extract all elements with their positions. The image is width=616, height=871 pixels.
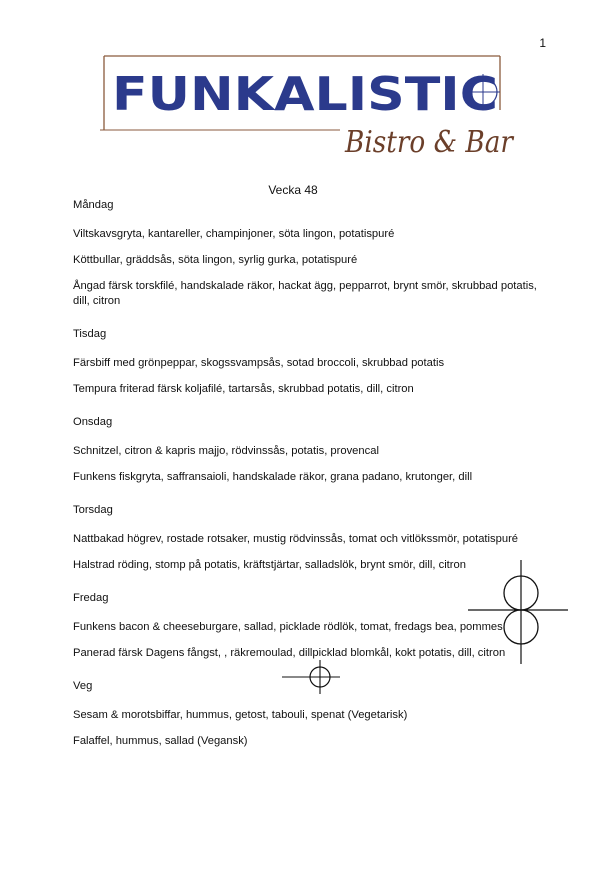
logo-name: FUNKALISTIC	[112, 67, 498, 121]
week-label: Vecka 48	[268, 183, 318, 197]
dish-item: Tempura friterad färsk koljafilé, tartarsås, skrubbad potatis, dill, citron	[73, 383, 414, 395]
dish-item: Färsbiff med grönpeppar, skogssvampsås, sotad broccoli, skrubbad potatis	[73, 357, 445, 369]
dish-item: Falaffel, hummus, sallad (Vegansk)	[73, 735, 248, 747]
dish-item: Köttbullar, gräddsås, söta lingon, syrlig gurka, potatispuré	[73, 254, 358, 266]
day-name: Måndag	[73, 199, 114, 211]
dish-item: Funkens fiskgryta, saffransaioli, handskalade räkor, grana padano, krutonger, dill	[73, 471, 473, 483]
logo-tagline: Bistro & Bar	[344, 125, 515, 160]
day-name: Fredag	[73, 592, 109, 604]
dish-item: Nattbakad högrev, rostade rotsaker, mustig rödvinssås, tomat och vitlökssmör, potatispuré	[73, 533, 519, 545]
dish-item: Sesam & morotsbiffar, hummus, getost, tabouli, spenat (Vegetarisk)	[73, 709, 408, 721]
day-name: Veg	[73, 680, 93, 692]
day-name: Tisdag	[73, 328, 107, 340]
restaurant-logo	[100, 52, 520, 167]
dish-item: Panerad färsk Dagens fångst, , räkremoulad, dillpicklad blomkål, kokt potatis, dill, citron	[73, 647, 506, 659]
dish-item: Schnitzel, citron & kapris majjo, rödvinssås, potatis, provencal	[73, 445, 379, 457]
dish-item: Funkens bacon & cheeseburgare, sallad, picklade rödlök, tomat, fredags bea, pommes	[73, 621, 503, 633]
crosshair-ornament-icon	[468, 560, 568, 664]
day-wednesday	[73, 415, 553, 485]
day-name: Onsdag	[73, 416, 113, 428]
week-heading	[0, 183, 616, 197]
small-crosshair-ornament-icon	[282, 660, 340, 694]
day-tuesday	[73, 327, 553, 397]
dish-item: Halstrad röding, stomp på potatis, kräftstjärtar, salladslök, brynt smör, dill, citron	[73, 559, 466, 571]
page-number: 1	[539, 36, 546, 50]
day-name: Torsdag	[73, 504, 113, 516]
dish-item: Viltskavsgryta, kantareller, champinjoner, söta lingon, potatispuré	[73, 228, 395, 240]
dish-item: Ångad färsk torskfilé, handskalade räkor, hackat ägg, pepparrot, brynt smör, skrubbad potatis, dill, citron	[73, 280, 537, 307]
day-monday	[73, 198, 553, 309]
